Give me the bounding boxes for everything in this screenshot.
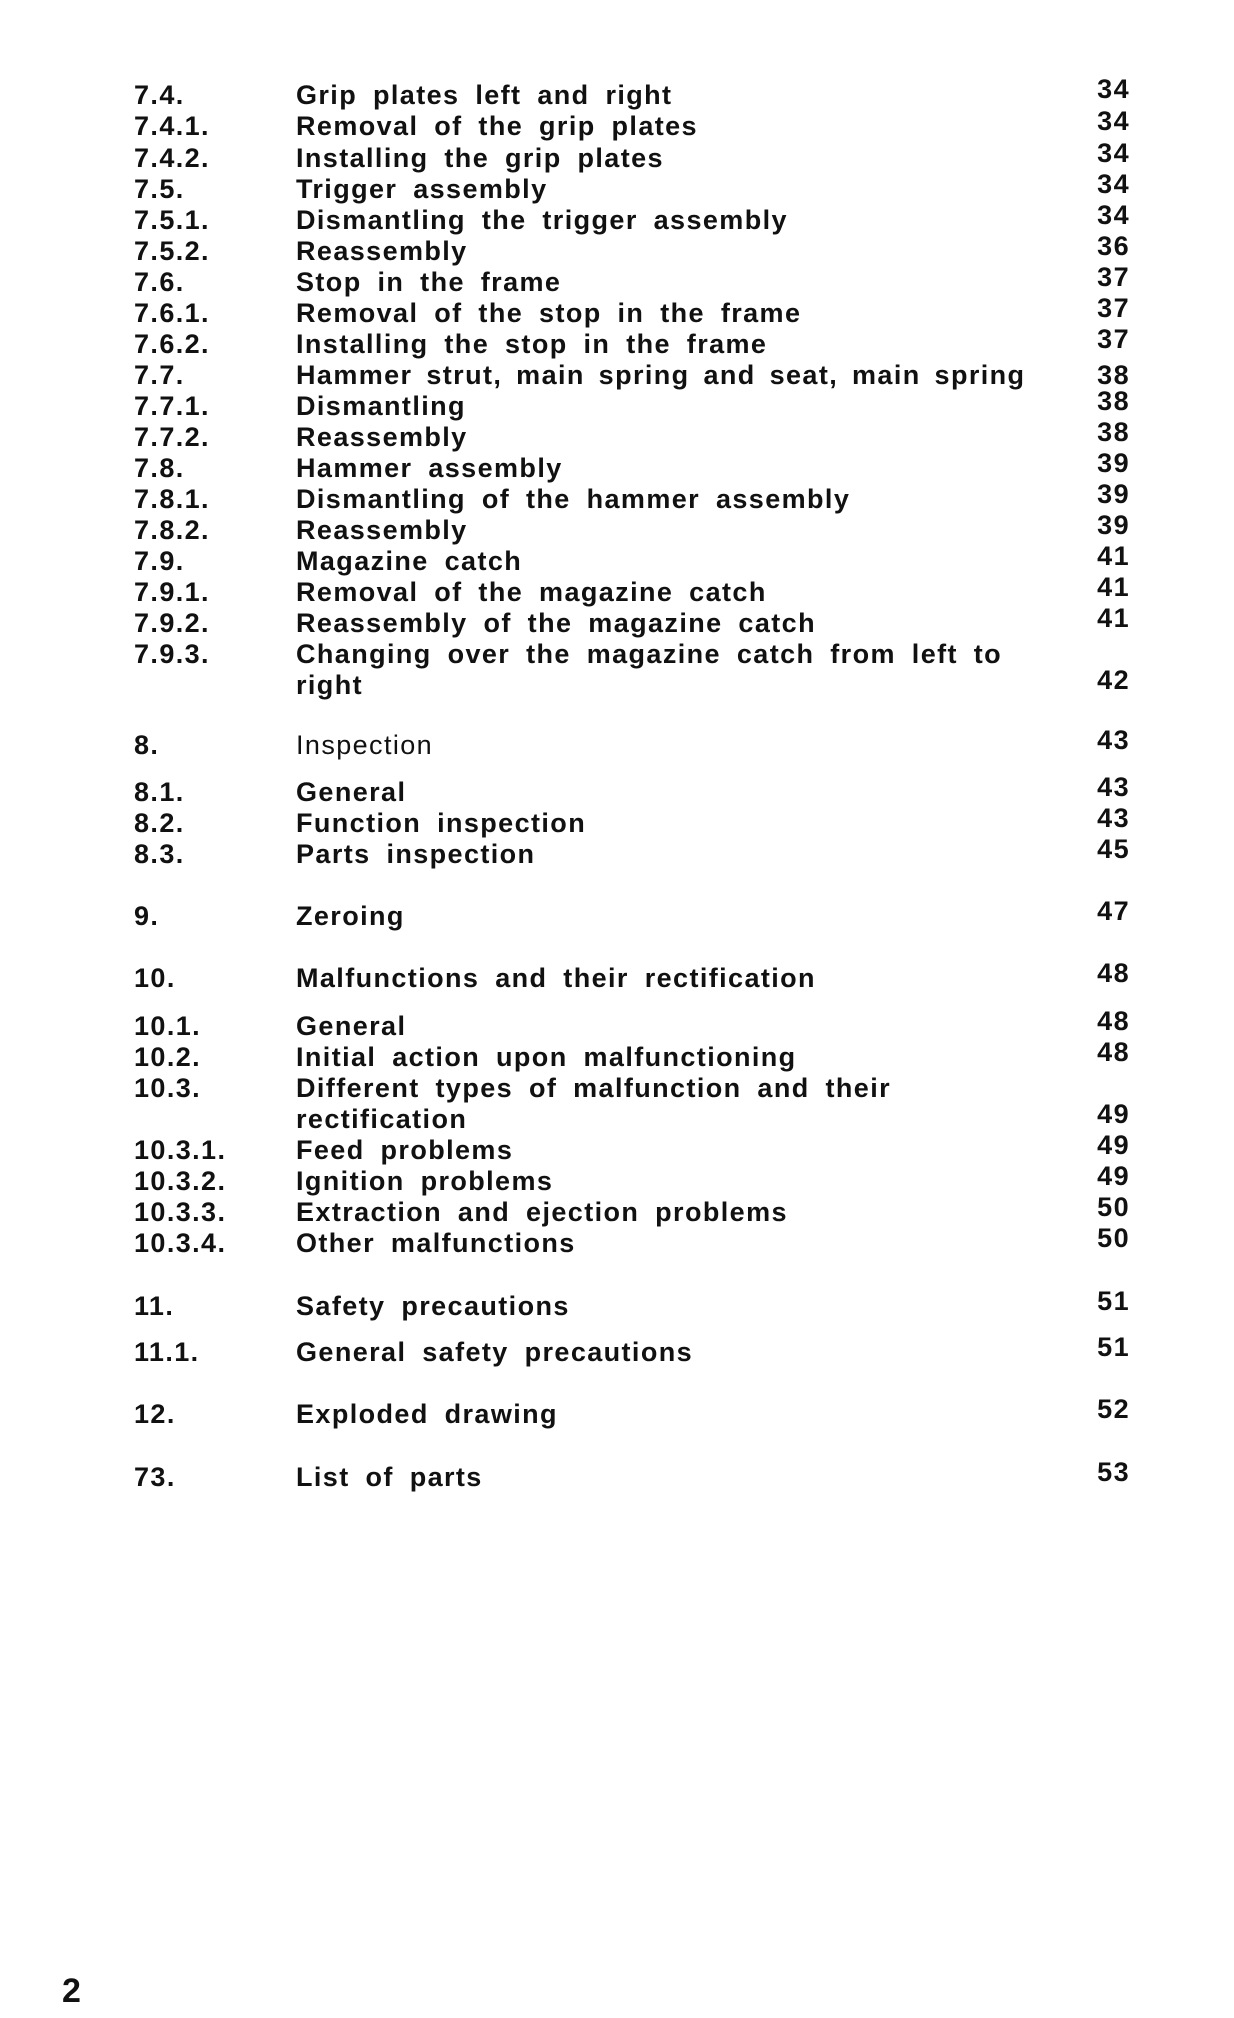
toc-entry-page: 49 [1097,1099,1130,1129]
toc-entry-title: Removal of the magazine catch [296,577,767,607]
toc-entry-page: 41 [1097,572,1130,602]
toc-entry-number: 7.9.2. [134,608,210,638]
toc-entry-title: Magazine catch [296,546,523,576]
toc-entry-page: 41 [1097,603,1130,633]
toc-entry-page: 37 [1097,262,1130,292]
toc-entry-number: 7.5.1. [134,205,210,235]
toc-entry-number: 7.4. [134,80,185,110]
toc-entry-page: 51 [1097,1332,1130,1362]
toc-entry-number: 10.3. [134,1073,202,1103]
toc-entry-title: Safety precautions [296,1291,570,1321]
toc-entry-title: Dismantling [296,391,466,421]
toc-entry-number: 8. [134,730,160,760]
toc-entry-number: 7.7.1. [134,391,210,421]
toc-entry-number: 7.4.1. [134,111,210,141]
toc-entry-title: Extraction and ejection problems [296,1197,788,1227]
toc-entry-title: Feed problems [296,1135,514,1165]
toc-entry-title: General [296,1011,407,1041]
toc-entry-title: Stop in the frame [296,267,562,297]
toc-entry-page: 34 [1097,169,1130,199]
toc-entry-title: Installing the stop in the frame [296,329,768,359]
toc-entry-page: 52 [1097,1394,1130,1424]
toc-entry-title: Dismantling of the hammer assembly [296,484,851,514]
toc-entry-page: 39 [1097,448,1130,478]
toc-entry-page: 39 [1097,510,1130,540]
toc-entry-page: 41 [1097,541,1130,571]
toc-entry-title: Removal of the grip plates [296,111,698,141]
toc-entry-title: Reassembly [296,236,468,266]
toc-entry-page: 48 [1097,1006,1130,1036]
toc-entry-title: General safety precautions [296,1337,694,1367]
toc-entry-page: 50 [1097,1223,1130,1253]
toc-entry-number: 9. [134,901,160,931]
toc-entry-page: 38 [1097,360,1130,390]
toc-entry-page: 45 [1097,834,1130,864]
toc-entry-title: Hammer strut, main spring and seat, main spring [296,360,1026,390]
toc-entry-number: 10.3.4. [134,1228,227,1258]
toc-entry-number: 7.9. [134,546,185,576]
toc-entry-title: Exploded drawing [296,1399,558,1429]
toc-entry-title: Trigger assembly [296,174,548,204]
toc-entry-number: 11. [134,1291,175,1321]
toc-entry-number: 7.7.2. [134,422,210,452]
toc-entry-title: Parts inspection [296,839,536,869]
toc-entry-number: 7.5.2. [134,236,210,266]
toc-entry-number: 12. [134,1399,176,1429]
toc-entry-number: 10.3.1. [134,1135,227,1165]
toc-entry-page: 39 [1097,479,1130,509]
toc-entry-title: Changing over the magazine catch from left to right [296,639,1003,700]
toc-entry-page: 37 [1097,324,1130,354]
toc-entry-number: 8.3. [134,839,185,869]
toc-entry-page: 49 [1097,1130,1130,1160]
toc-entry-page: 34 [1097,74,1130,104]
toc-entry-title: Function inspection [296,808,587,838]
toc-entry-page: 43 [1097,725,1130,755]
toc-entry-number: 10.1. [134,1011,202,1041]
toc-entry-page: 49 [1097,1161,1130,1191]
toc-entry-number: 8.2. [134,808,185,838]
toc-entry-page: 36 [1097,231,1130,261]
toc-entry-number: 10. [134,963,176,993]
toc-entry-page: 42 [1097,665,1130,695]
toc-entry-title: Reassembly [296,422,468,452]
toc-entry-page: 43 [1097,772,1130,802]
toc-entry-title: Zeroing [296,901,405,931]
toc-entry-number: 7.7. [134,360,185,390]
toc-entry-number: 10.2. [134,1042,202,1072]
toc-entry-title: Reassembly of the magazine catch [296,608,816,638]
toc-entry-number: 7.4.2. [134,143,210,173]
toc-entry-page: 34 [1097,106,1130,136]
toc-entry-title: Inspection [296,730,434,760]
toc-entry-number: 7.8. [134,453,185,483]
toc-entry-page: 50 [1097,1192,1130,1222]
toc-entry-page: 37 [1097,293,1130,323]
toc-entry-number: 10.3.2. [134,1166,227,1196]
toc-entry-page: 38 [1097,417,1130,447]
toc-entry-number: 7.8.1. [134,484,210,514]
toc-entry-number: 7.6. [134,267,185,297]
toc-entry-page: 34 [1097,200,1130,230]
toc-entry-page: 43 [1097,803,1130,833]
toc-entry-title: Different types of malfunction and their rectification [296,1073,892,1134]
toc-entry-title: Hammer assembly [296,453,563,483]
toc-entry-number: 7.6.1. [134,298,210,328]
toc-entry-page: 48 [1097,1037,1130,1067]
toc-entry-title: Reassembly [296,515,468,545]
toc-entry-page: 51 [1097,1286,1130,1316]
toc-entry-title: General [296,777,407,807]
toc-entry-title: Installing the grip plates [296,143,664,173]
toc-entry-page: 53 [1097,1457,1130,1487]
toc-entry-title: Ignition problems [296,1166,554,1196]
toc-entry-title: List of parts [296,1462,483,1492]
toc-entry-number: 8.1. [134,777,185,807]
toc-entry-page: 48 [1097,958,1130,988]
toc-entry-title: Malfunctions and their rectification [296,963,816,993]
toc-entry-number: 73. [134,1462,176,1492]
toc-entry-number: 7.8.2. [134,515,210,545]
toc-entry-number: 11.1. [134,1337,200,1367]
toc-entry-page: 34 [1097,138,1130,168]
toc-entry-number: 7.5. [134,174,185,204]
toc-entry-title: Other malfunctions [296,1228,576,1258]
toc-entry-title: Initial action upon malfunctioning [296,1042,797,1072]
toc-entry-number: 10.3.3. [134,1197,227,1227]
toc-entry-title: Grip plates left and right [296,80,673,110]
toc-entry-number: 7.9.3. [134,639,210,669]
toc-entry-number: 7.9.1. [134,577,210,607]
toc-entry-page: 47 [1097,896,1130,926]
toc-entry-page: 38 [1097,386,1130,416]
footer-page-number: 2 [62,1972,81,2010]
toc-entry-title: Dismantling the trigger assembly [296,205,788,235]
toc-entry-title: Removal of the stop in the frame [296,298,802,328]
toc-entry-number: 7.6.2. [134,329,210,359]
